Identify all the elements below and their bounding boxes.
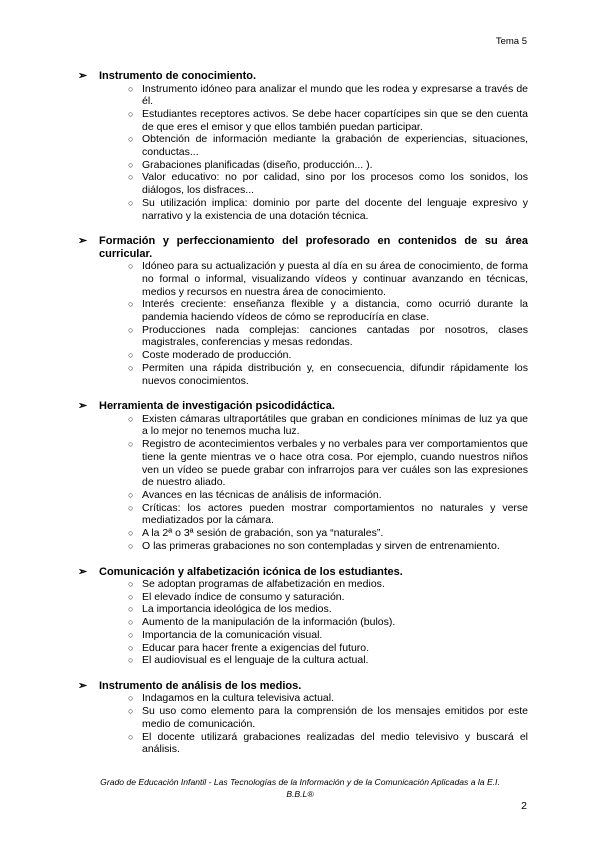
list-item: [85, 133, 528, 158]
list-item-text: Coste moderado de producción.: [142, 349, 292, 362]
circle-bullet-icon: ○: [128, 439, 134, 450]
list-item: [85, 108, 528, 133]
list-item-text: El docente utilizará grabaciones realizadas del medio televisivo y buscará el análisis.: [142, 730, 528, 756]
list-item: [85, 642, 528, 655]
arrow-bullet-icon: ➢: [78, 400, 88, 413]
circle-bullet-icon: ○: [128, 706, 134, 717]
list-item: [85, 438, 528, 489]
circle-bullet-icon: ○: [128, 591, 134, 602]
circle-bullet-icon: ○: [128, 693, 134, 704]
list-item-text: Su utilización implica: dominio por parte del docente del lenguaje expresivo y narrativo y la existencia de una dotación técnica.: [142, 196, 528, 222]
section-heading-text: Instrumento de análisis de los medios.: [99, 679, 302, 692]
circle-bullet-icon: ○: [128, 604, 134, 615]
list-item: [85, 502, 528, 527]
list-item: [85, 616, 528, 629]
list-item: [85, 324, 528, 349]
page-header-title: Tema 5: [495, 36, 527, 47]
list-item: [85, 654, 528, 667]
list-item: [85, 159, 528, 172]
section: [78, 565, 528, 667]
list-item-text: Instrumento idóneo para analizar el mundo que les rodea y expresarse a través de él.: [142, 82, 528, 108]
circle-bullet-icon: ○: [128, 362, 134, 373]
list-item: [85, 83, 528, 108]
section-heading: [78, 679, 528, 693]
list-item-text: Existen cámaras ultraportátiles que graban en condiciones mínimas de luz ya que a lo mejor no tenemos mucha luz.: [142, 412, 528, 438]
list-item: [85, 591, 528, 604]
list-item: [85, 413, 528, 438]
list-item: [85, 298, 528, 323]
arrow-bullet-icon: ➢: [78, 565, 88, 578]
list-item-text: Críticas: los actores pueden mostrar comportamientos no naturales y verse mediatizados por la cámara.: [142, 501, 528, 527]
circle-bullet-icon: ○: [128, 629, 134, 640]
footer-course-line: Grado de Educación Infantil - Las Tecnologías de la Información y de la Comunicación Aplicadas a la E.I.: [100, 777, 500, 787]
list-item: [85, 171, 528, 196]
list-item-text: Se adoptan programas de alfabetización en medios.: [142, 578, 385, 590]
list-item-text: Educar para hacer frente a exigencias del futuro.: [142, 641, 370, 654]
circle-bullet-icon: ○: [128, 617, 134, 628]
list-item-text: Estudiantes receptores activos. Se debe hacer copartícipes sin que se den cuenta de que eres el emisor y que ellos también puedan participar.: [142, 107, 528, 133]
section-heading: [78, 565, 528, 579]
circle-bullet-icon: ○: [128, 489, 134, 500]
circle-bullet-icon: ○: [128, 642, 134, 653]
section: [78, 679, 528, 756]
list-item: [85, 705, 528, 730]
list-item: [85, 489, 528, 502]
list-item: [85, 362, 528, 387]
footer-author-line: B.B.L®: [286, 789, 314, 799]
section-heading: [78, 235, 528, 260]
list-item: [85, 629, 528, 642]
circle-bullet-icon: ○: [128, 579, 134, 589]
section-heading: [78, 70, 528, 83]
list-item-text: Su uso como elemento para la comprensión de los mensajes emitidos por este medio de comunicación.: [142, 705, 528, 730]
list-item-text: Obtención de información mediante la grabación de experiencias, situaciones, conductas...: [142, 133, 528, 159]
circle-bullet-icon: ○: [128, 299, 134, 310]
list-item: [85, 603, 528, 616]
list-item: [85, 692, 528, 705]
list-item-text: La importancia ideológica de los medios.: [142, 603, 332, 616]
list-item-text: Idóneo para su actualización y puesta al día en su área de conocimiento, de forma no formal o informal, visualizando vídeos y continuar avanzando en técnicas, medios y recursos en nuestra área de conocimiento.: [142, 260, 528, 298]
list-item-text: Registro de acontecimientos verbales y no verbales para ver comportamientos que tiene la gente mientras ve o hace otra cosa. Por ejemplo, cuando nuestros niños ven un vídeo se puede grabar con infrarrojos para ver cuáles son las expresiones de nuestro aliado.: [142, 438, 528, 489]
bullet-list: [85, 692, 528, 756]
list-item-text: Importancia de la comunicación visual.: [142, 628, 323, 641]
circle-bullet-icon: ○: [128, 731, 134, 742]
section: [78, 70, 528, 222]
section-heading-text: Formación y perfeccionamiento del profesorado en contenidos de su área curricular.: [99, 235, 528, 260]
circle-bullet-icon: ○: [128, 134, 134, 145]
list-item-text: El audiovisual es el lenguaje de la cultura actual.: [142, 654, 369, 667]
list-item-text: Grabaciones planificadas (diseño, producción... ).: [142, 158, 373, 171]
list-item-text: Valor educativo: no por calidad, sino por los procesos como los sonidos, los diálogos, los disfraces...: [142, 171, 528, 197]
circle-bullet-icon: ○: [128, 528, 134, 539]
bullet-list: [85, 83, 528, 223]
list-item: [85, 540, 528, 553]
list-item-text: Interés creciente: enseñanza flexible y a distancia, como ocurrió durante la pandemia haciendo vídeos de cómo se reproducíría en clase.: [142, 298, 528, 324]
page-footer: [60, 776, 540, 800]
document-body: [78, 70, 528, 769]
circle-bullet-icon: ○: [128, 83, 134, 94]
list-item-text: Permiten una rápida distribución y, en consecuencia, difundir rápidamente los nuevos conocimientos.: [142, 361, 528, 387]
circle-bullet-icon: ○: [128, 197, 134, 208]
section-heading: [78, 400, 528, 413]
list-item: [85, 527, 528, 540]
list-item-text: Avances en las técnicas de análisis de información.: [142, 488, 382, 501]
list-item: [85, 578, 528, 591]
page-number: 2: [521, 800, 527, 812]
section-heading-text: Instrumento de conocimiento.: [99, 70, 257, 82]
list-item: [85, 197, 528, 222]
list-item: [85, 260, 528, 298]
arrow-bullet-icon: ➢: [78, 70, 88, 82]
bullet-list: [85, 413, 528, 553]
circle-bullet-icon: ○: [128, 172, 134, 183]
circle-bullet-icon: ○: [128, 502, 134, 513]
circle-bullet-icon: ○: [128, 655, 134, 666]
list-item-text: O las primeras grabaciones no son contempladas y sirven de entrenamiento.: [142, 539, 500, 552]
list-item: [85, 349, 528, 362]
circle-bullet-icon: ○: [128, 108, 134, 119]
list-item-text: Aumento de la manipulación de la información (bulos).: [142, 616, 396, 629]
circle-bullet-icon: ○: [128, 413, 134, 424]
section-heading-text: Herramienta de investigación psicodidáctica.: [99, 400, 335, 413]
bullet-list: [85, 578, 528, 667]
section-heading-text: Comunicación y alfabetización icónica de los estudiantes.: [99, 565, 403, 578]
circle-bullet-icon: ○: [128, 540, 134, 551]
list-item-text: Indagamos en la cultura televisiva actual.: [142, 692, 335, 705]
circle-bullet-icon: ○: [128, 261, 134, 272]
section: [78, 235, 528, 387]
list-item: [85, 731, 528, 756]
list-item-text: El elevado índice de consumo y saturación.: [142, 590, 345, 603]
arrow-bullet-icon: ➢: [78, 679, 88, 692]
circle-bullet-icon: ○: [128, 324, 134, 335]
section: [78, 400, 528, 552]
list-item-text: A la 2ª o 3ª sesión de grabación, son ya “naturales”.: [142, 527, 384, 540]
circle-bullet-icon: ○: [128, 350, 134, 361]
list-item-text: Producciones nada complejas: canciones cantadas por nosotros, clases magistrales, conferencias y mesas redondas.: [142, 323, 528, 349]
circle-bullet-icon: ○: [128, 159, 134, 170]
bullet-list: [85, 260, 528, 387]
arrow-bullet-icon: ➢: [78, 235, 88, 248]
